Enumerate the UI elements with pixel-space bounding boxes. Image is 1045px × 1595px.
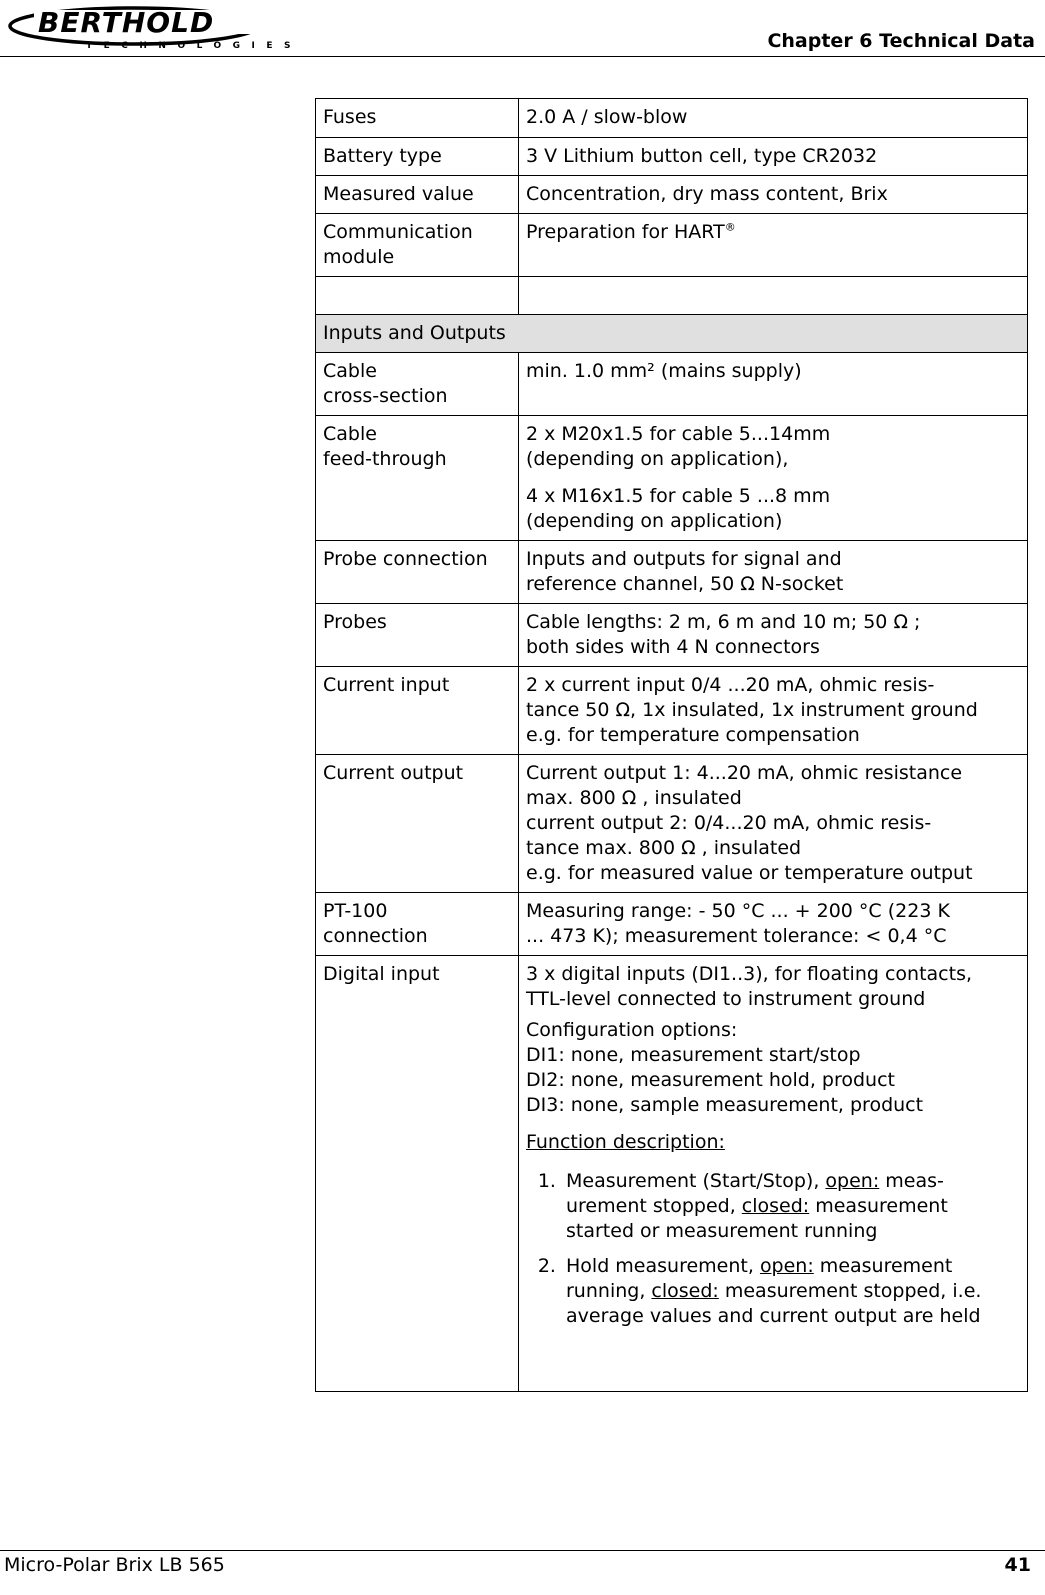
row-label: Probes <box>316 604 519 667</box>
row-label: Measured value <box>316 176 519 214</box>
row-value: 3 V Lithium button cell, type CR2032 <box>519 138 1028 176</box>
row-value: Inputs and outputs for signal and reference channel, 50 Ω N-socket <box>519 541 1028 604</box>
row-value: 3 x digital inputs (DI1..3), for floating contacts, TTL-level connected to instrument ground Configuration options: DI1: none, measurement start/stop DI2: none, measurement hold, product DI3: none, sample measurement, product Function description: 1. Measurement (Start/Stop), open: meas-urement stopped, closed: measurement started or measurement running 2. Hold measurement, open: measurement running, closed: measurement stopped, i.e. average values and current output are held <box>519 956 1028 1392</box>
table-row <box>316 956 1028 1392</box>
function-list <box>526 1169 1020 1329</box>
technical-data-table <box>315 98 1028 1392</box>
row-value: 2 x current input 0/4 ...20 mA, ohmic resis- tance 50 Ω, 1x insulated, 1x instrument ground e.g. for temperature compensation <box>519 667 1028 755</box>
table-row <box>316 667 1028 755</box>
row-label: Cable cross-section <box>316 353 519 416</box>
logo-subtext: TECHNOLOGIES <box>86 41 303 51</box>
row-label: Digital input <box>316 956 519 1392</box>
row-label: Current input <box>316 667 519 755</box>
section-row <box>316 315 1028 353</box>
table-row <box>316 541 1028 604</box>
list-item: 1. Measurement (Start/Stop), open: meas-urement stopped, closed: measurement started or measurement running <box>562 1169 1020 1244</box>
table-row <box>316 138 1028 176</box>
table-row <box>316 99 1028 138</box>
empty-row <box>316 277 1028 315</box>
logo-wordmark: BERTHOLD <box>38 6 215 39</box>
row-value: min. 1.0 mm² (mains supply) <box>519 353 1028 416</box>
row-value: 2.0 A / slow-blow <box>519 99 1028 138</box>
header-rule <box>0 56 1045 57</box>
list-item: 2. Hold measurement, open: measurement running, closed: measurement stopped, i.e. average values and current output are held <box>562 1254 1020 1329</box>
registered-mark: ® <box>724 220 736 234</box>
row-value: Cable lengths: 2 m, 6 m and 10 m; 50 Ω ; both sides with 4 N connectors <box>519 604 1028 667</box>
row-label: Probe connection <box>316 541 519 604</box>
row-value: Current output 1: 4...20 mA, ohmic resistance max. 800 Ω , insulated current output 2: 0/4...20 mA, ohmic resis- tance max. 800 Ω , insulated e.g. for measured value or temperature output <box>519 755 1028 893</box>
row-label: Fuses <box>316 99 519 138</box>
hart-text: Preparation for HART <box>526 221 725 243</box>
table-row <box>316 214 1028 277</box>
row-label: Battery type <box>316 138 519 176</box>
footer-product: Micro-Polar Brix LB 565 <box>4 1554 225 1576</box>
row-label: Cable feed-through <box>316 416 519 541</box>
table-row <box>316 176 1028 214</box>
row-value: Concentration, dry mass content, Brix <box>519 176 1028 214</box>
function-description-heading: Function description: <box>526 1131 725 1153</box>
row-label: Communication module <box>316 214 519 277</box>
row-value <box>519 214 1028 277</box>
section-heading: Inputs and Outputs <box>316 315 1028 353</box>
table-row <box>316 416 1028 541</box>
row-value: Measuring range: - 50 °C ... + 200 °C (223 K ... 473 K); measurement tolerance: < 0,4 °C <box>519 893 1028 956</box>
row-label: PT-100 connection <box>316 893 519 956</box>
footer-rule <box>0 1550 1045 1551</box>
table-row <box>316 755 1028 893</box>
table-row <box>316 604 1028 667</box>
berthold-logo <box>4 2 304 56</box>
page-number: 41 <box>1004 1554 1031 1576</box>
chapter-title: Chapter 6 Technical Data <box>767 30 1035 52</box>
table-row <box>316 893 1028 956</box>
table-row <box>316 353 1028 416</box>
row-value: 2 x M20x1.5 for cable 5...14mm (depending on application), 4 x M16x1.5 for cable 5 ...8 mm (depending on application) <box>519 416 1028 541</box>
row-label: Current output <box>316 755 519 893</box>
